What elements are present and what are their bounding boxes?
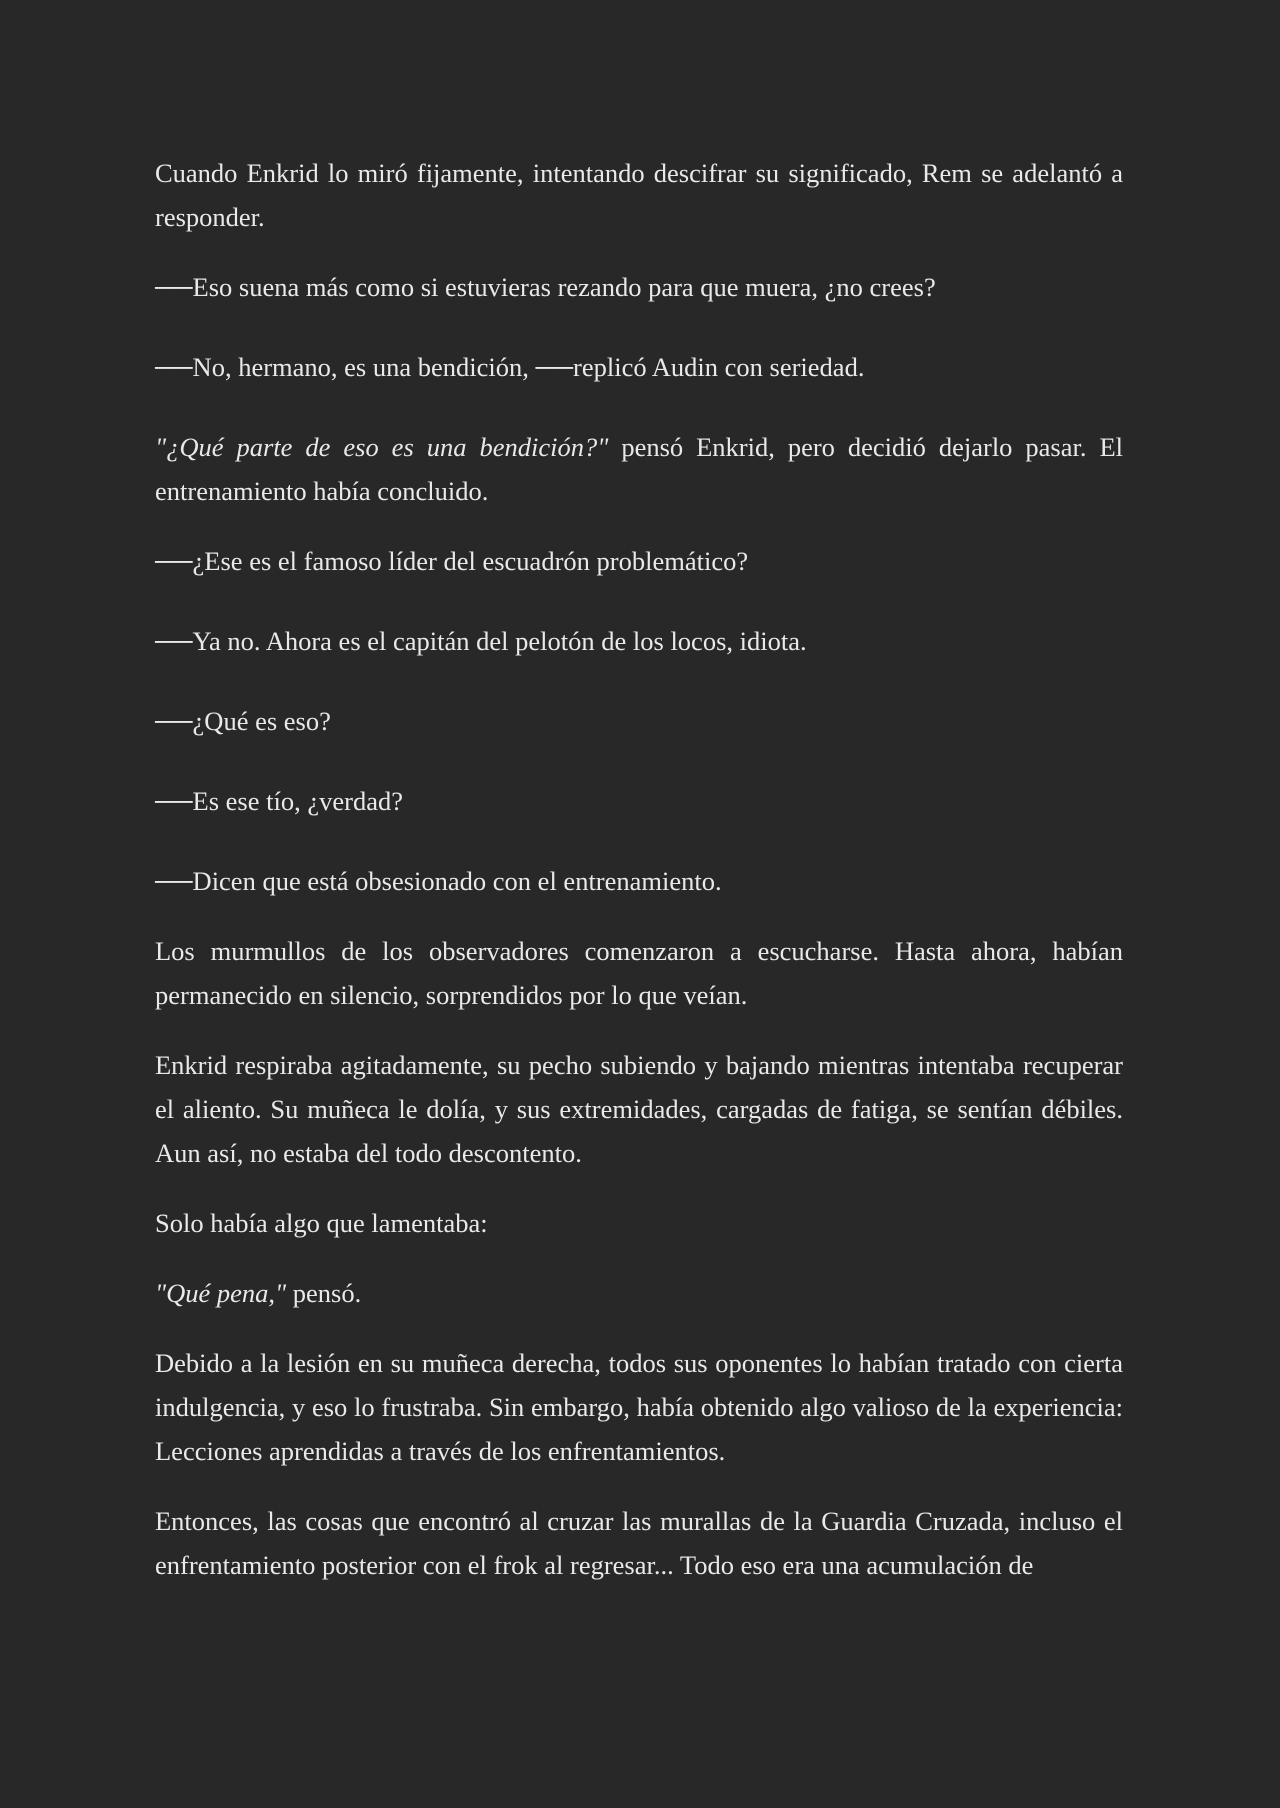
paragraph-narration: Los murmullos de los observadores comenzaron a escucharse. Hasta ahora, habían permanecido en silencio, sorprendidos por lo que veían. [155, 936, 1123, 1010]
paragraph-thought [155, 425, 1123, 513]
paragraph-narration: Entonces, las cosas que encontró al cruzar las murallas de la Guardia Cruzada, incluso el enfrentamiento posterior con el frok al regresar... Todo eso era una acumulación de [155, 1506, 1123, 1580]
paragraph-dialogue: ──Ya no. Ahora es el capitán del pelotón de los locos, idiota. [155, 626, 807, 656]
paragraph-dialogue: ──No, hermano, es una bendición, ──replicó Audin con seriedad. [155, 352, 865, 382]
paragraph-dialogue: ──Eso suena más como si estuvieras rezando para que muera, ¿no crees? [155, 272, 936, 302]
paragraph-narration: Solo había algo que lamentaba: [155, 1208, 488, 1238]
paragraph-narration: Enkrid respiraba agitadamente, su pecho subiendo y bajando mientras intentaba recuperar el aliento. Su muñeca le dolía, y sus extremidades, cargadas de fatiga, se sentían débiles. Aun así, no estaba del todo descontento. [155, 1050, 1123, 1168]
paragraph-thought [155, 1271, 1123, 1315]
reading-page [155, 151, 1123, 1613]
paragraph-dialogue: ──¿Ese es el famoso líder del escuadrón problemático? [155, 546, 749, 576]
paragraph-narration: Debido a la lesión en su muñeca derecha, todos sus oponentes lo habían tratado con cierta indulgencia, y eso lo frustraba. Sin embargo, había obtenido algo valioso de la experiencia: Lecciones aprendidas a través de los enfrentamientos. [155, 1348, 1123, 1466]
thought-narration: pensó. [286, 1278, 362, 1308]
paragraph-dialogue: ──Es ese tío, ¿verdad? [155, 786, 403, 816]
italic-thought: "¿Qué parte de eso es una bendición?" [155, 432, 609, 462]
italic-thought: "Qué pena," [155, 1278, 287, 1308]
thought-narration: pensó Enkrid, pero decidió dejarlo pasar. El entrenamiento había concluido. [155, 432, 1123, 506]
paragraph-dialogue: ──Dicen que está obsesionado con el entrenamiento. [155, 866, 722, 896]
paragraph-dialogue: ──¿Qué es eso? [155, 706, 331, 736]
paragraph-narration: Cuando Enkrid lo miró fijamente, intentando descifrar su significado, Rem se adelantó a responder. [155, 158, 1123, 232]
